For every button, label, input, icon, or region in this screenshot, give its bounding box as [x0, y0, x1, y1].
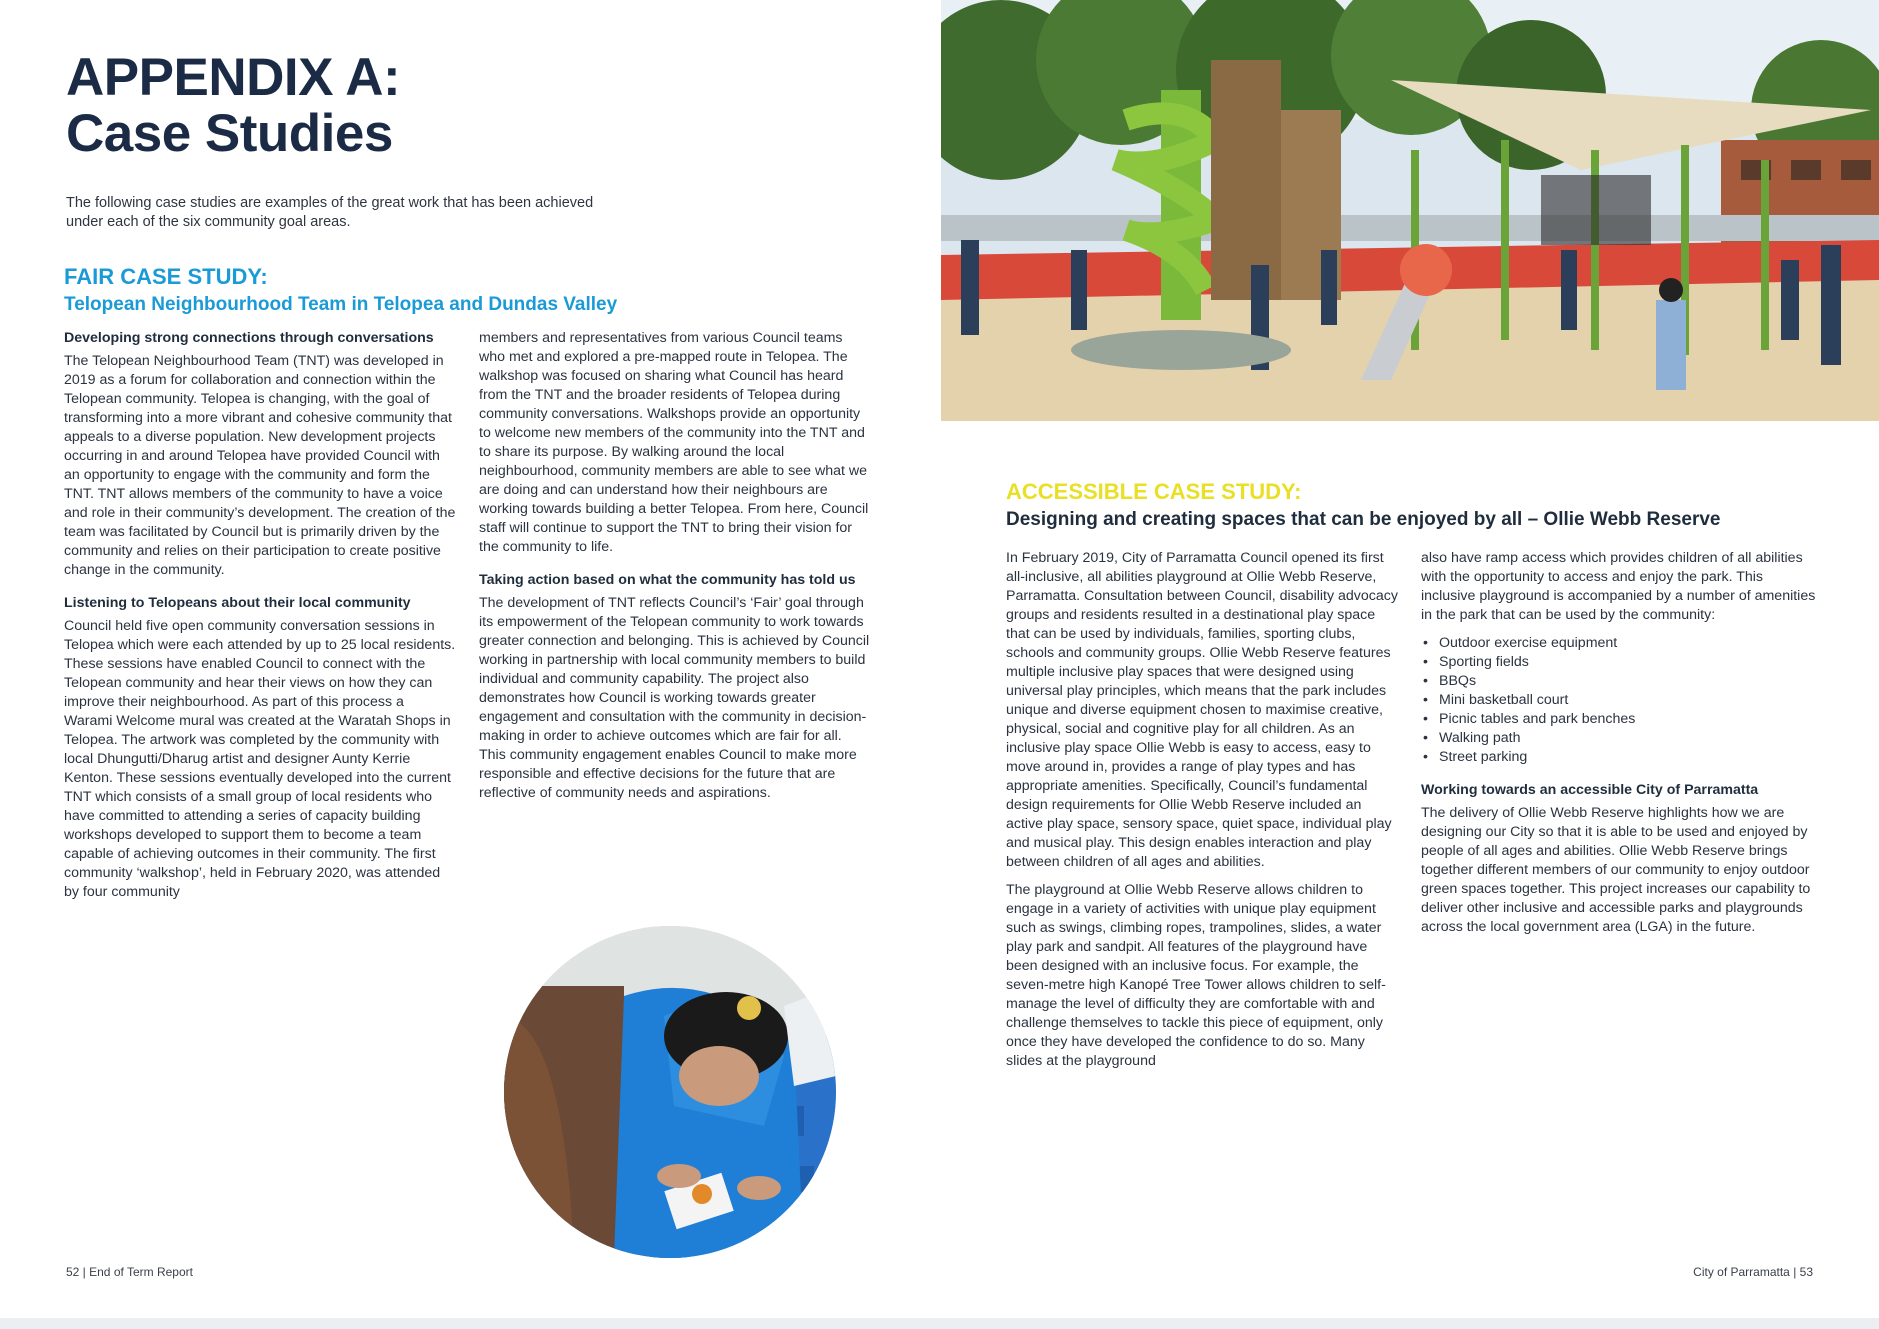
accessible-column-1 [1006, 549, 1401, 1080]
amenity-item: • Walking path [1421, 729, 1816, 748]
fair-col2-heading-1: Taking action based on what the community has told us [479, 572, 856, 588]
accessible-case-study-header [1006, 479, 1866, 532]
fair-col1-paragraph-1: The Telopean Neighbourhood Team (TNT) was developed in 2019 as a forum for collaboration and connection within the Telopean community. Telopea is changing, with the goal of transforming into a more vibrant and cohesive community that appeals to a diverse population. New development projects occurring in and around Telopea have provided Council with an opportunity to engage with the community and form the TNT. TNT allows members of the community to have a voice and role in their community’s development. The creation of the team was facilitated by Council but is primarily driven by the community and relies on their participation to create positive change in the community. [64, 353, 456, 578]
fair-column-1 [64, 329, 456, 911]
amenity-item: • Picnic tables and park benches [1421, 710, 1816, 729]
right-page-footer: City of Parramatta | 53 [1693, 1265, 1813, 1279]
fair-case-study-header [64, 264, 864, 317]
amenity-item: • Mini basketball court [1421, 691, 1816, 710]
fair-col1-paragraph-2: Council held five open community conversation sessions in Telopea which were each attended by up to 25 local residents. These sessions have enabled Council to connect with the Telopean community and hear their views on how they can improve their neighbourhood. As part of this process a Warami Welcome mural was created at the Waratah Shops in Telopea. The artwork was completed by the community with local Dhungutti/Dharug artist and designer Aunty Kerrie Kenton. These sessions eventually developed into the current TNT which consists of a small group of local residents who have committed to attending a series of capacity building workshops developed to support them to become a team capable of achieving outcomes in their community. The first community ‘walkshop’, held in February 2020, was attended by four community [64, 618, 456, 900]
fair-subheading: Telopean Neighbourhood Team in Telopea and Dundas Valley [64, 294, 618, 315]
left-page-footer: 52 | End of Term Report [66, 1265, 193, 1279]
community-workshop-photo [504, 926, 836, 1258]
fair-heading: FAIR CASE STUDY: [64, 264, 268, 289]
amenity-item: • BBQs [1421, 672, 1816, 691]
amenities-list [1421, 634, 1816, 767]
accessible-col2-paragraph-1: also have ramp access which provides children of all abilities with the opportunity to access and enjoy the park. This inclusive playground is accompanied by a number of amenities in the park that can be used by the community: [1421, 550, 1816, 623]
fair-col1-heading-1: Developing strong connections through conversations [64, 330, 434, 346]
fair-col2-paragraph-2: The development of TNT reflects Council’s ‘Fair’ goal through its empowerment of the Telopean community to work towards greater connection and belonging. This is achieved by Council working in partnership with local community members to build individual and community capability. The project also demonstrates how Council is working towards greater engagement and consultation with the community in decision-making in order to achieve outcomes which are fair for all. This community engagement enables Council to make more responsible and effective decisions for the future that are reflective of community needs and aspirations. [479, 595, 870, 801]
amenity-item: • Sporting fields [1421, 653, 1816, 672]
title-line-2: Case Studies [66, 104, 393, 163]
accessible-col1-paragraph-1: In February 2019, City of Parramatta Council opened its first all-inclusive, all abilities playground at Ollie Webb Reserve, Parramatta. Consultation between Council, disability advocacy groups and residents resulted in a destinational play space that can be used by individuals, families, sporting clubs, schools and community groups. Ollie Webb Reserve features multiple inclusive play spaces that were designed using universal play principles, which means that the park includes unique and diverse equipment chosen to maximise creative, physical, social and cognitive play for all children. As an inclusive play space Ollie Webb is easy to access, easy to move around in, provides a range of play types and has appropriate amenities. Specifically, Council’s fundamental design requirements for Ollie Webb Reserve included an active play space, sensory space, quiet space, individual play and musical play. This design enables interaction and play between children of all ages and abilities. [1006, 550, 1398, 870]
fair-column-2 [479, 329, 871, 812]
playground-photo [941, 0, 1879, 421]
accessible-heading: ACCESSIBLE CASE STUDY: [1006, 479, 1302, 504]
accessible-col2-heading-1: Working towards an accessible City of Parramatta [1421, 782, 1759, 798]
bottom-strip [0, 1318, 1879, 1329]
page-title [66, 50, 400, 162]
accessible-column-2 [1421, 549, 1816, 946]
intro-text: The following case studies are examples of the great work that has been achieved under each of the six community goal areas. [66, 195, 594, 230]
fair-col2-paragraph-1: members and representatives from various Council teams who met and explored a pre-mapped route in Telopea. The walkshop was focused on sharing what Council has heard from the TNT and the broader residents of Telopea during community conversations. Walkshops provide an opportunity to welcome new members of the community into the TNT and to share its purpose. By walking around the local neighbourhood, community members are able to see what we are doing and can understand how their neighbours are working towards building a better Telopea. From here, Council staff will continue to support the TNT to bring their vision for the community to life. [479, 330, 869, 555]
title-line-1: APPENDIX A: [66, 48, 401, 107]
amenity-item: • Street parking [1421, 748, 1816, 767]
accessible-col2-paragraph-2: The delivery of Ollie Webb Reserve highlights how we are designing our City so that it is able to be used and enjoyed by people of all ages and abilities. Ollie Webb Reserve brings together different members of our community to enjoy outdoor green spaces together. This project increases our capability to deliver other inclusive and accessible parks and playgrounds across the local government area (LGA) in the future. [1421, 805, 1811, 935]
fair-col1-heading-2: Listening to Telopeans about their local community [64, 595, 411, 611]
accessible-subheading: Designing and creating spaces that can be enjoyed by all – Ollie Webb Reserve [1006, 509, 1721, 530]
amenity-item: • Outdoor exercise equipment [1421, 634, 1816, 653]
accessible-col1-paragraph-2: The playground at Ollie Webb Reserve allows children to engage in a variety of activities with unique play equipment such as swings, climbing ropes, trampolines, slides, a water play park and sandpit. All features of the playground have been designed with an inclusive focus. For example, the seven-metre high Kanopé Tree Tower allows children to self-manage the level of difficulty they are comfortable with and challenge themselves to tackle this piece of equipment, only once they have developed the confidence to do so. Many slides at the playground [1006, 882, 1386, 1069]
